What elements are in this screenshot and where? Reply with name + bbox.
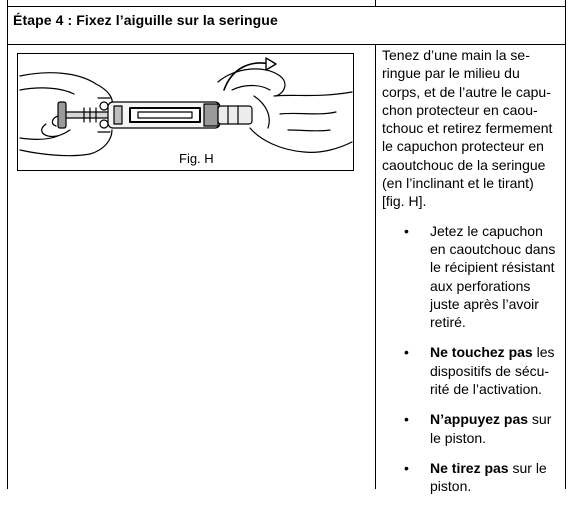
bullet-bold-text: Ne touchez pas (430, 344, 533, 361)
bullet-line: juste après l’avoir (430, 295, 539, 312)
instruction-line: [fig. H]. (382, 193, 427, 210)
bullet-list (382, 222, 566, 496)
bullet-line: piston. (430, 478, 472, 495)
instruction-line: le capuchon protecteur en (382, 138, 544, 155)
bullet-item-do-not-pull (382, 459, 566, 496)
instruction-line: ringue par le milieu du (382, 65, 520, 82)
step-title: Étape 4 : Fixez l’aiguille sur la seringue (13, 12, 278, 28)
table-header-divider (375, 0, 376, 7)
bullet-item-do-not-touch (382, 343, 566, 398)
bullet-marker: • (404, 459, 409, 476)
bullet-line: les (532, 344, 555, 361)
bullet-line: Jetez le capuchon (430, 222, 543, 239)
bullet-line: le piston. (430, 429, 487, 446)
instruction-line: tchouc et retirez fermement (382, 120, 553, 137)
bullet-line: le récipient résistant (430, 259, 555, 276)
bullet-line: sur le (508, 459, 547, 476)
figure-label: Fig. H (179, 151, 214, 166)
bullet-line: dispositifs de sécu- (430, 362, 550, 379)
syringe-barrel (98, 98, 220, 132)
instruction-paragraph (382, 46, 566, 211)
table-top-rule (7, 6, 566, 7)
bullet-bold-text: Ne tirez pas (430, 459, 509, 476)
instruction-line: caoutchouc de la seringue (382, 156, 546, 173)
figure-h (17, 53, 354, 171)
bullet-marker: • (404, 411, 409, 428)
table-left-border (7, 0, 8, 489)
table-column-divider (375, 44, 376, 489)
bullet-item-do-not-push (382, 410, 566, 447)
bullet-item-discard-cap (382, 222, 566, 332)
instructions-column (382, 46, 566, 508)
instruction-line: chon protecteur en caou- (382, 101, 538, 118)
bullet-line: en caoutchouc dans (430, 240, 556, 257)
bullet-line: sur (528, 411, 552, 428)
bullet-bold-text: N’appuyez pas (430, 411, 529, 428)
bullet-line: aux perforations (430, 277, 531, 294)
rubber-cap (218, 106, 252, 124)
bullet-line: rité de l’activation. (430, 381, 543, 398)
instruction-line: Tenez d’une main la se- (382, 47, 530, 63)
instruction-line: corps, et de l’autre le capu- (382, 83, 551, 100)
bullet-marker: • (404, 344, 409, 361)
bullet-line: retiré. (430, 314, 466, 331)
header-row-bottom (7, 44, 566, 45)
bullet-marker: • (404, 222, 409, 239)
instruction-line: (en l’inclinant et le tirant) (382, 175, 534, 192)
